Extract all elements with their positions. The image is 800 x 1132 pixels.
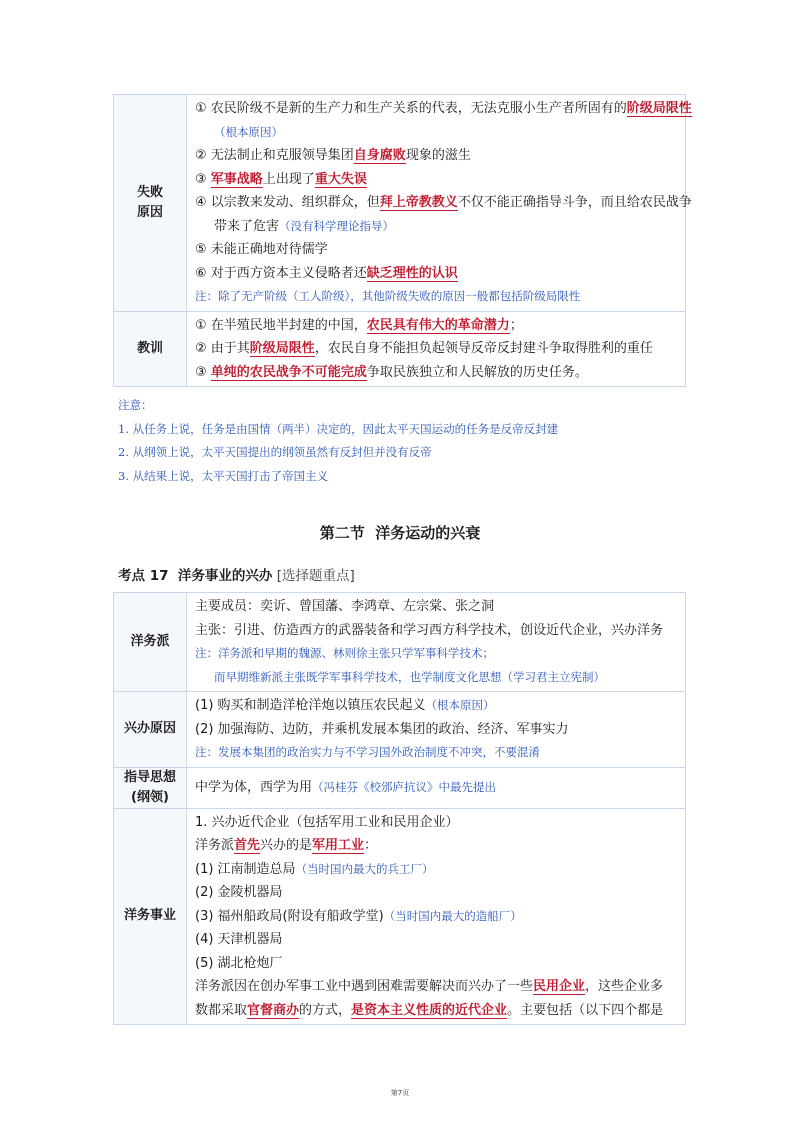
content-line — [195, 811, 679, 835]
note-text: （根本原因） — [425, 698, 495, 712]
body-text: (2) 加强海防、边防，并乘机发展本集团的政治、经济、军事实力 — [195, 721, 569, 737]
page-number: 第7页 — [390, 1089, 410, 1097]
content-line — [195, 337, 679, 361]
body-text: ④ 以宗教来发动、组织群众，但 — [195, 195, 380, 210]
content-line — [195, 999, 679, 1023]
row-content — [187, 767, 686, 808]
body-text: 洋务派 — [195, 838, 235, 853]
table-row-reasons — [114, 692, 686, 768]
row-content — [187, 692, 686, 768]
table-row-lessons — [114, 311, 686, 387]
body-text: ① 在半殖民地半封建的中国， — [195, 317, 367, 333]
content-line — [195, 285, 679, 309]
body-text: 数都采取 — [195, 1002, 248, 1018]
note-text: 而早期维新派主张既学军事科学技术，也学制度文化思想（学习君主立宪制） — [214, 669, 605, 684]
body-text: 现象的滋生 — [405, 148, 471, 163]
body-text: 洋务派因在创办军事工业中遇到困难需要解决而兴办了一些 — [195, 979, 534, 994]
content-line — [195, 191, 692, 215]
body-text: (3) 福州船政局(附设有船政学堂) — [195, 908, 384, 924]
body-text: ⑤ 未能正确地对待儒学 — [195, 242, 328, 257]
content-line — [195, 215, 679, 239]
body-text: ，农民自身不能担负起领导反帝反封建斗争取得胜利的重任 — [314, 341, 653, 356]
highlight-term: 军事战略 — [210, 171, 263, 187]
highlight-term: 是资本主义性质的近代企业 — [351, 1002, 508, 1018]
row-header-text: 兴办原因 — [123, 721, 176, 737]
note-text: （当时国内最大的兵工厂） — [295, 861, 434, 876]
content-line — [195, 238, 679, 262]
content-line — [195, 666, 679, 690]
body-text: ② 由于其 — [195, 341, 250, 356]
failure-lesson-table — [113, 94, 692, 387]
content-line — [195, 952, 679, 976]
body-text: ： — [364, 838, 378, 853]
note-text: 注：发展本集团的政治实力与不学习国外政治制度不冲突，不要混淆 — [195, 745, 540, 759]
content-line — [195, 262, 679, 286]
body-text: (1) 江南制造总局 — [195, 861, 296, 877]
row-header-text: 洋务事业 — [123, 908, 176, 924]
body-text: 中学为体，西学为用 — [195, 779, 313, 795]
content-line — [195, 619, 679, 643]
highlight-term: 民用企业 — [533, 979, 586, 994]
body-text: (2) 金陵机器局 — [195, 885, 283, 900]
note-text: （当时国内最大的造船厂） — [383, 908, 522, 923]
highlight-term: 自身腐败 — [353, 148, 406, 163]
row-header-text: 原因 — [136, 204, 163, 220]
note-text: （没有科学理论指导） — [279, 218, 395, 233]
note-line-2: 2. 从纲领上说，太平天国提出的纲领虽然有反封但并没有反帝 — [118, 445, 432, 459]
notes-block — [118, 394, 558, 488]
table-row-yangwu-enterprises — [114, 808, 686, 1025]
content-line — [195, 881, 679, 905]
note-text: 注：除了无产阶级（工人阶级），其他阶级失败的原因一般都包括阶级局限性 — [195, 289, 581, 303]
highlight-term: 重大失误 — [314, 171, 367, 187]
kaodian-heading — [118, 564, 355, 584]
body-text: ⑥ 对于西方资本主义侵略者还 — [195, 265, 367, 281]
content-line — [195, 928, 679, 952]
body-text: 不仅不能正确指导斗争，而且给农民战争 — [457, 195, 692, 210]
kaodian-tag: [选择题重点] — [276, 568, 355, 584]
row-header — [114, 692, 187, 768]
body-text: 1. 兴办近代企业（包括军用工业和民用企业） — [195, 814, 459, 830]
note-line-3: 3. 从结果上说，太平天国打击了帝国主义 — [118, 468, 329, 483]
highlight-term: 军用工业 — [312, 838, 365, 853]
row-header-text: 教训 — [136, 340, 163, 356]
body-text: ，这些企业多 — [585, 979, 664, 994]
row-content — [187, 593, 686, 692]
content-line — [195, 314, 679, 338]
row-header — [114, 593, 187, 692]
highlight-term: 单纯的农民战争不可能完成 — [210, 364, 367, 380]
content-line — [195, 694, 679, 718]
body-text: ① 农民阶级不是新的生产力和生产关系的代表，无法克服小生产者所固有的 — [195, 101, 627, 116]
content-line — [195, 718, 679, 742]
content-line — [195, 97, 692, 121]
row-header — [114, 767, 187, 808]
row-header-text: 指导思想 — [123, 769, 176, 785]
content-line — [195, 975, 679, 999]
body-text: 争取民族独立和人民解放的历史任务。 — [366, 364, 588, 380]
body-text: 。主要包括（以下四个都是 — [507, 1002, 664, 1018]
body-text: ③ — [195, 364, 211, 380]
note-text: 注：洋务派和早期的魏源、林则徐主张只学军事科学技术； — [195, 646, 494, 660]
content-line — [195, 834, 679, 858]
content-line — [195, 168, 679, 192]
content-line — [195, 361, 679, 385]
row-content — [187, 808, 686, 1025]
content-line — [195, 905, 679, 929]
content-line — [195, 858, 679, 882]
row-content — [187, 95, 692, 312]
body-text: ② 无法制止和克服领导集团 — [195, 148, 354, 163]
notes-title: 注意： — [118, 398, 153, 412]
row-header — [114, 808, 187, 1025]
kaodian-label: 考点 17 洋务事业的兴办 — [118, 568, 273, 584]
content-line — [195, 595, 679, 619]
row-header — [114, 95, 187, 312]
yangwu-table — [113, 592, 686, 1025]
note-text: （根本原因） — [214, 124, 283, 139]
body-text: 上出现了 — [262, 171, 315, 187]
body-text: (1) 购买和制造洋枪洋炮以镇压农民起义 — [195, 698, 426, 713]
content-line — [195, 642, 679, 666]
body-text: 兴办的是 — [260, 838, 313, 853]
row-header — [114, 311, 187, 387]
table-row-guiding-ideology — [114, 767, 686, 808]
body-text: ； — [509, 317, 523, 333]
row-content — [187, 311, 686, 387]
body-text: 带来了危害 — [214, 218, 280, 234]
note-line-1: 1. 从任务上说，任务是由国情（两半）决定的，因此太平天国运动的任务是反帝反封建 — [118, 421, 559, 436]
body-text: ③ — [195, 171, 211, 187]
row-header-text: 洋务派 — [130, 634, 170, 649]
table-row-failure-reasons — [114, 95, 686, 312]
highlight-term: 阶级局限性 — [249, 341, 315, 356]
highlight-term: 官督商办 — [247, 1002, 300, 1018]
note-text: （冯桂芬《校邠庐抗议》中最先提出 — [312, 779, 497, 794]
row-header-text: 失败 — [136, 184, 163, 200]
highlight-term: 阶级局限性 — [626, 101, 692, 116]
content-line — [195, 776, 679, 800]
table-row-yangwu-faction — [114, 593, 686, 692]
highlight-term: 拜上帝教教义 — [379, 195, 458, 210]
body-text: (5) 湖北枪炮厂 — [195, 955, 283, 971]
body-text: 主张：引进、仿造西方的武器装备和学习西方科学技术，创设近代企业，兴办洋务 — [195, 622, 664, 638]
body-text: 主要成员：奕䜣、曾国藩、李鸿章、左宗棠、张之洞 — [195, 599, 495, 614]
content-line — [195, 741, 679, 765]
highlight-term: 首先 — [234, 838, 261, 853]
content-line — [195, 121, 679, 145]
row-header-text: (纲领) — [131, 789, 169, 805]
body-text: 的方式， — [299, 1002, 352, 1018]
highlight-term: 农民具有伟大的革命潜力 — [366, 317, 510, 333]
section-title: 第二节 洋务运动的兴衰 — [319, 524, 481, 542]
body-text: (4) 天津机器局 — [195, 932, 283, 947]
highlight-term: 缺乏理性的认识 — [366, 265, 458, 281]
content-line — [195, 144, 679, 168]
